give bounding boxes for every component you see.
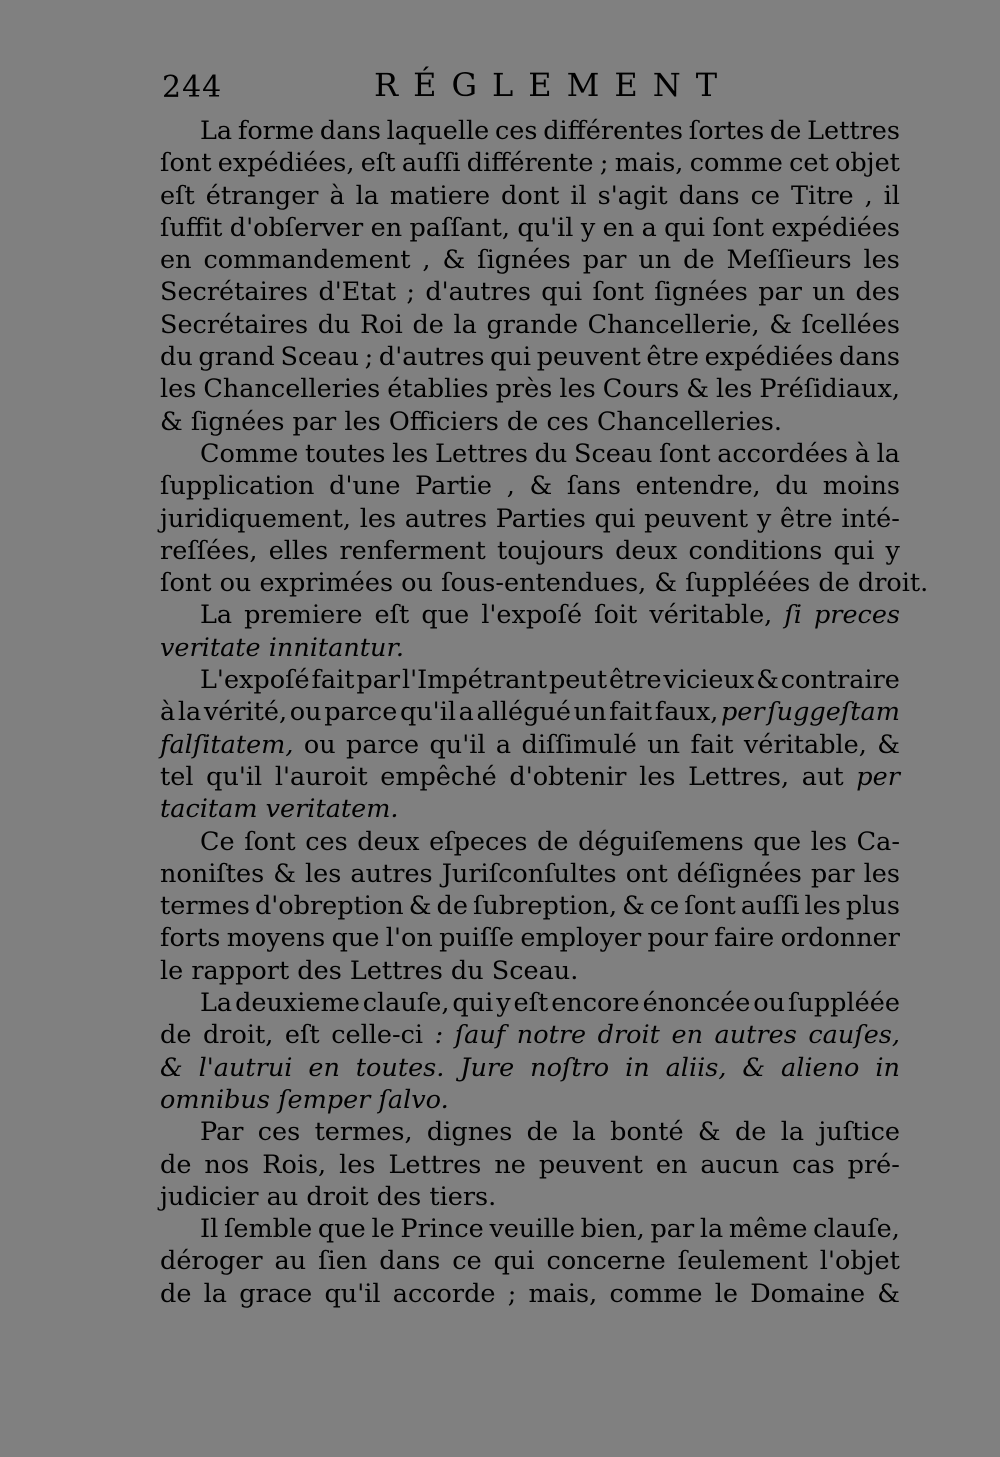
text-line: Secrétaires du Roi de la grande Chancellerie, & ſcellées [160,309,900,340]
text-line: La deuxieme clauſe, qui y eſt encore énoncée ou ſuppléée [200,988,900,1019]
page-body-text [160,115,929,1310]
text-line: reſſées, elles renferment toujours deux conditions qui y [160,535,900,566]
page-number: 244 [162,70,223,105]
text-line: termes d'obreption & de ſubreption, & ce ſont auſſi les plus [160,891,900,922]
text-line: Comme toutes les Lettres du Sceau ſont accordées à la [200,438,900,469]
text-line: ſupplication d'une Partie , & ſans entendre, du moins [160,471,900,502]
text-line: juridiquement, les autres Parties qui peuvent y être inté- [160,503,900,534]
text-line: de droit, eſt celle-ci : ſauf notre droit en autres cauſes, [160,1020,900,1051]
text-line: forts moyens que l'on puiſſe employer pour faire ordonner [160,923,900,954]
text-line: falſitatem, ou parce qu'il a diſſimulé un fait véritable, & [160,729,900,760]
text-line: & l'autrui en toutes. Jure noſtro in aliis, & alieno in [160,1052,900,1083]
text-line: ſuffit d'obſerver en paſſant, qu'il y en a qui ſont expédiées [160,212,900,243]
text-line: ſont expédiées, eſt auſſi différente ; mais, comme cet objet [160,148,900,179]
text-line: La premiere eſt que l'expoſé ſoit véritable, ſi preces [200,600,900,631]
text-line: Secrétaires d'Etat ; d'autres qui ſont ſignées par un des [160,277,900,308]
text-line: judicier au droit des tiers. [160,1181,497,1212]
text-line: omnibus ſemper ſalvo. [160,1084,449,1115]
text-line: ſont ou exprimées ou ſous-entendues, & ſuppléées de droit. [160,568,929,599]
text-line: Ce ſont ces deux eſpeces de déguiſemens que les Ca- [200,826,900,857]
text-line: du grand Sceau ; d'autres qui peuvent être expédiées dans [160,342,900,373]
text-line: L'expoſé fait par l'Impétrant peut être vicieux & contraire [200,665,900,696]
text-line: eſt étranger à la matiere dont il s'agit dans ce Titre , il [160,180,900,211]
text-line: tacitam veritatem. [160,794,399,825]
text-line: en commandement , & ſignées par un de Meſſieurs les [160,245,900,276]
page-header [162,62,733,106]
text-line: noniſtes & les autres Juriſconſultes ont déſignées par les [160,858,900,889]
text-line: tel qu'il l'auroit empêché d'obtenir les Lettres, aut per [160,761,900,792]
text-line: déroger au ſien dans ce qui concerne ſeulement l'objet [160,1246,900,1277]
running-head: RÉGLEMENT [374,66,733,104]
text-line: de nos Rois, les Lettres ne peuvent en aucun cas pré- [160,1149,900,1180]
text-line: veritate innitantur. [160,632,404,663]
text-line: Par ces termes, dignes de la bonté & de la juſtice [200,1117,900,1148]
text-line: les Chancelleries établies près les Cours & les Préſidiaux, [160,374,900,405]
text-line: le rapport des Lettres du Sceau. [160,955,579,986]
text-line: à la vérité, ou parce qu'il a allégué un fait faux, per ſuggeſtam [160,697,900,728]
text-line: La forme dans laquelle ces différentes ſortes de Lettres [200,116,900,146]
text-line: de la grace qu'il accorde ; mais, comme le Domaine & [160,1278,900,1309]
text-line: Il ſemble que le Prince veuille bien, par la même clauſe, [200,1214,900,1245]
text-line: & ſignées par les Officiers de ces Chancelleries. [160,406,782,437]
